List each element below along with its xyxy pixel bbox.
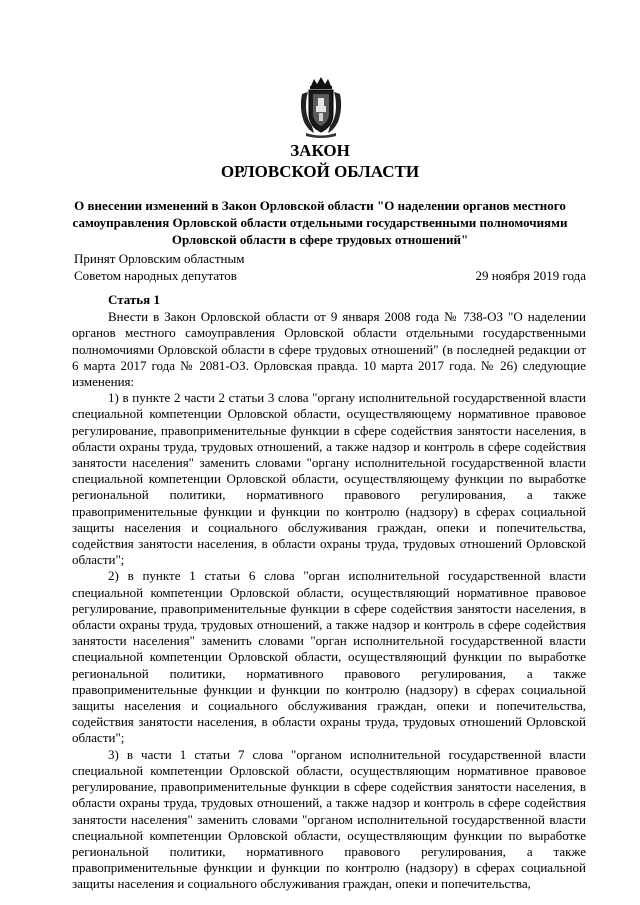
article-intro: Внести в Закон Орловской области от 9 января 2008 года № 738-ОЗ "О наделении органов местного самоуправления Орловской области отдельными государственными полномочиями Орловской области в сфере трудовых отношений" (в последней редакции от 6 марта 2017 года № 2081-ОЗ. Орловская правда. 10 марта 2017 года. № 26) следующие изменения: <box>72 309 586 390</box>
document-title-line2: ОРЛОВСКОЙ ОБЛАСТИ <box>220 162 420 181</box>
article-item-3: 3) в части 1 статьи 7 слова "органом исполнительной государственной власти специальной компетенции Орловской области, осуществляющим нормативное правовое регулирование, правоприменительные функции в сфере содействия занятости населения, в области охраны труда, трудовых отношений, а также надзор и контроль в сфере содействия занятости населения" заменить словами "органом исполнительной государственной власти специальной компетенции Орловской области, осуществляющим функции по выработке региональной политики, нормативного правового регулирования, а также правоприменительные функции и функции по контролю (надзору) в сферах социальной защиты населения и социального обслуживания граждан, опеки и попечительства, <box>72 746 586 892</box>
article-body <box>72 292 586 893</box>
adoption-date: 29 ноября 2019 года <box>475 268 586 283</box>
document-title-line1: ЗАКОН <box>290 141 350 160</box>
adoption-line2: Советом народных депутатов <box>74 268 237 283</box>
adoption-block <box>74 250 244 284</box>
article-item-1: 1) в пункте 2 части 2 статьи 3 слова "органу исполнительной государственной власти специальной компетенции Орловской области, осуществляющему нормативное правовое регулирование, правоприменительные функции в сфере содействия занятости населения, в области охраны труда, трудовых отношений, а также надзор и контроль в сфере содействия занятости населения" заменить словами "органу исполнительной государственной власти специальной компетенции Орловской области, осуществляющему функции по выработке региональной политики, нормативного правового регулирования, а также правоприменительные функции и функции по контролю (надзору) в сферах социальной защиты населения и социального обслуживания граждан, опеки и попечительства, содействия занятости населения, в области охраны труда, трудовых отношений Орловской области"; <box>72 390 586 568</box>
article-heading: Статья 1 <box>108 292 160 307</box>
article-item-2: 2) в пункте 1 статьи 6 слова "орган исполнительной государственной власти специальной компетенции Орловской области, осуществляющий нормативное правовое регулирование, правоприменительные функции в сфере содействия занятости населения, в области охраны труда, трудовых отношений, а также надзор и контроль в сфере содействия занятости населения" заменить словами "орган исполнительной государственной власти специальной компетенции Орловской области, осуществляющий функции по выработке региональной политики, нормативного правового регулирования, а также правоприменительные функции и функции по контролю (надзору) в сферах социальной защиты населения и социального обслуживания граждан, опеки и попечительства, содействия занятости населения, в области охраны труда, трудовых отношений Орловской области"; <box>72 568 586 746</box>
coat-of-arms-icon <box>298 76 344 138</box>
adoption-line1: Принят Орловским областным <box>74 251 245 266</box>
document-subtitle: О внесении изменений в Закон Орловской области "О наделении органов местного самоуправления Орловской области отдельными государственными полномочиями Орловской области в сфере трудовых отношений" <box>72 198 568 247</box>
